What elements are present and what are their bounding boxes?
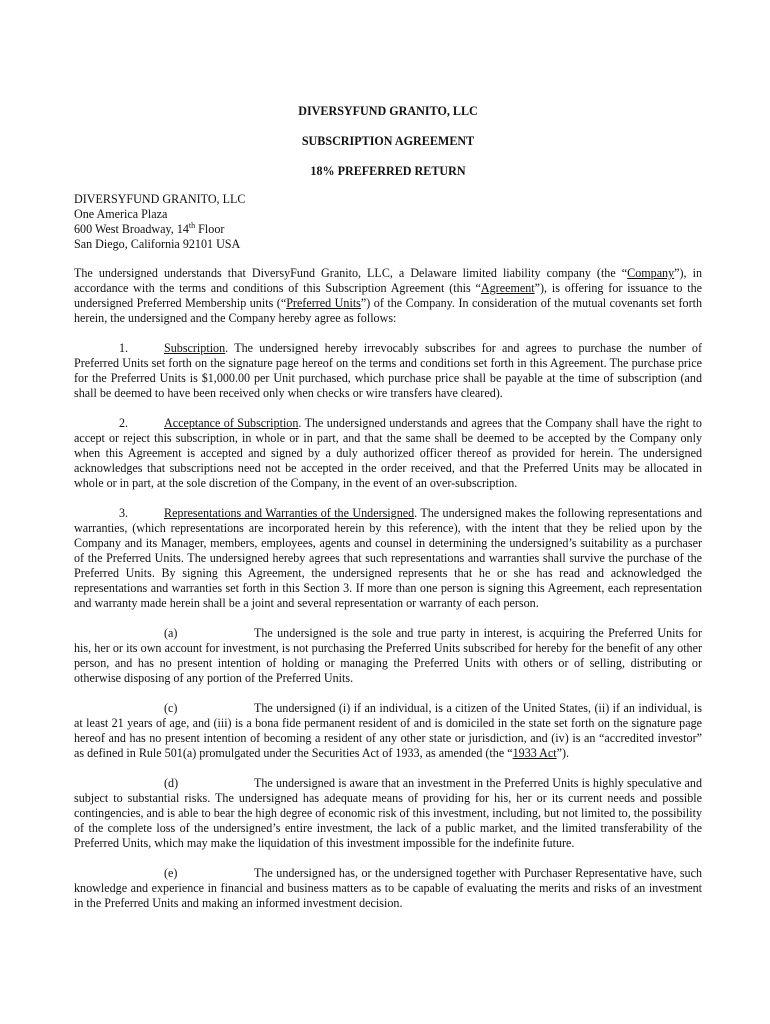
defined-term-agreement: Agreement	[480, 281, 535, 295]
subsection-label: (a)	[164, 626, 178, 640]
subsection-label: (e)	[164, 866, 178, 880]
intro-paragraph: The undersigned understands that DiversyFund Granito, LLC, a Delaware limited liability company (the “Company”), in accordance with the terms and conditions of this Subscription Agreement (this “Agreement”), is offering for issuance to the undersigned Preferred Membership units (“Preferred Units”) of the Company. In consideration of the mutual covenants set forth herein, the undersigned and the Company hereby agree as follows:	[74, 266, 702, 325]
company-heading: DIVERSYFUND GRANITO, LLC	[298, 104, 478, 118]
section-number: 1.	[119, 341, 129, 355]
address-line-2: One America Plaza	[74, 207, 168, 221]
section-1-subscription: 1. Subscription. The undersigned hereby irrevocably subscribes for and agrees to purchase the number of Preferred Units set forth on the signature page hereof on the terms and conditions set forth in this Agreement. The purchase price for the Preferred Units is $1,000.00 per Unit purchased, which purchase price shall be payable at the time of subscription (and shall be deemed to have been received only when checks or wire transfers have cleared).	[74, 341, 702, 400]
defined-term-1933-act: 1933 Act	[512, 746, 557, 760]
section-heading: Representations and Warranties of the Undersigned	[164, 506, 415, 520]
section-number: 2.	[119, 416, 129, 430]
subsection-label: (c)	[164, 701, 178, 715]
section-heading: Subscription	[164, 341, 226, 355]
defined-term-company: Company	[627, 266, 675, 280]
section-number: 3.	[119, 506, 129, 520]
address-line-1: DIVERSYFUND GRANITO, LLC	[74, 192, 246, 206]
address-line-3: 600 West Broadway, 14th Floor	[74, 220, 225, 236]
subsection-c: (c) The undersigned (i) if an individual, is a citizen of the United States, (ii) if an individual, is at least 21 years of age, and (iii) is a bona fide permanent resident of and is domiciled in the state set forth on the signature page hereof and has no present intention of becoming a resident of any other state or jurisdiction, and (iv) is an “accredited investor” as defined in Rule 501(a) promulgated under the Securities Act of 1933, as amended (the “1933 Act”).	[74, 701, 702, 760]
section-heading: Acceptance of Subscription	[164, 416, 299, 430]
subsection-e: (e) The undersigned has, or the undersigned together with Purchaser Representative have, such knowledge and experience in financial and business matters as to be capable of evaluating the merits and risks of an investment in the Preferred Units and making an informed investment decision.	[74, 866, 702, 910]
section-3-representations: 3. Representations and Warranties of the Undersigned. The undersigned makes the following representations and warranties, (which representations are incorporated herein by this reference), with the intent that they be relied upon by the Company and its Manager, members, employees, agents and counsel in determining the undersigned’s suitability as a purchaser of the Preferred Units. The undersigned hereby agrees that such representations and warranties shall survive the purchase of the Preferred Units. By signing this Agreement, the undersigned represents that he or she has read and acknowledged the representations and warranties set forth in this Section 3. If more than one person is signing this Agreement, each representation and warranty made herein shall be a joint and several representation or warranty of each person.	[74, 506, 702, 610]
subsection-a: (a) The undersigned is the sole and true party in interest, is acquiring the Preferred Units for his, her or its own account for investment, is not purchasing the Preferred Units subscribed for hereby for the benefit of any other person, and has no present intention of holding or managing the Preferred Units with others or of selling, distributing or otherwise disposing of any portion of the Preferred Units.	[74, 626, 702, 685]
document-title: SUBSCRIPTION AGREEMENT	[301, 134, 475, 148]
section-2-acceptance: 2. Acceptance of Subscription. The undersigned understands and agrees that the Company shall have the right to accept or reject this subscription, in whole or in part, and that the same shall be deemed to be accepted by the Company only when this Agreement is accepted and signed by a duly authorized officer thereof as provided for herein. The undersigned acknowledges that subscriptions need not be accepted in the order received, and that the Preferred Units may be allocated in whole or in part, at the sole discretion of the Company, in the event of an over-subscription.	[74, 416, 702, 490]
defined-term-preferred-units: Preferred Units	[286, 296, 361, 310]
address-line-4: San Diego, California 92101 USA	[74, 237, 241, 251]
document-page	[74, 104, 702, 926]
subsection-d: (d) The undersigned is aware that an investment in the Preferred Units is highly speculative and subject to substantial risks. The undersigned has adequate means of providing for his, her or its current needs and possible contingencies, and is able to bear the high degree of economic risk of this investment, including, but not limited to, the possibility of the complete loss of the undersigned’s entire investment, the lack of a public market, and the limited transferability of the Preferred Units, which may make the liquidation of this investment impossible for the indefinite future.	[74, 776, 702, 850]
company-address	[74, 192, 702, 252]
document-subtitle: 18% PREFERRED RETURN	[310, 164, 466, 178]
subsection-label: (d)	[164, 776, 179, 790]
